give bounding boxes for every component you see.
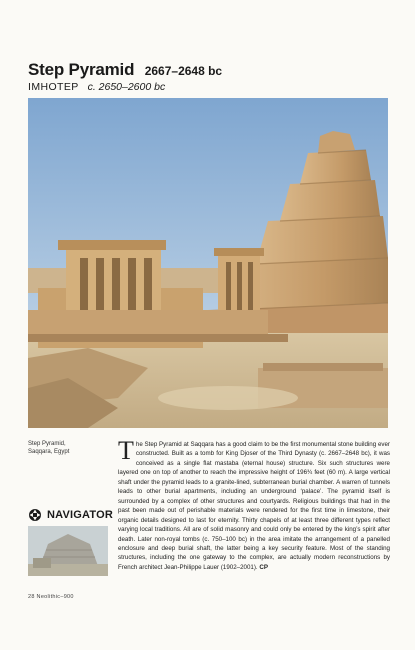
navigator-heading[interactable] [28, 508, 113, 522]
body-paragraph: he Step Pyramid at Saqqara has a good claim to be the first monumental stone building ever constructed. Built as a tomb for King Djoser of the Third Dynasty (c. 2667–2648 bc), it was conceived as a single flat mastaba (eternal house) structure. Six such structures were layered one on top of another to reach the impressive height of 196¾ feet (60 m). A large vertical shaft under the pyramid leads to a granite-lined, subterranean burial chamber. A warren of tunnels leads to other burial apartments, including an underground ‘palace’. The pyramid itself is surrounded by a complex of other structures and courtyards. Religious buildings that had in the past been made out of perishable materials were rendered for the first time in limestone, their organic details designed to last for eternity. Thirty chapels of at least three different types reflect varying local traditions. All are of solid masonry and could only be entered by the king’s spirit after death. Later non-royal tombs (c. 750–100 bc) in the area imitate the arrangement of a panelled enclosure and deep burial shaft, the latter being a key security feature. Most of the standing structures, including the one gateway to the complex, are actually modern reconstructions by French architect Jean-Philippe Lauer (1902–2001). [118, 441, 390, 571]
drop-cap: T [118, 436, 134, 465]
navigator-thumbnail[interactable] [28, 526, 108, 576]
step-pyramid-photo [28, 98, 388, 428]
artist-name: IMHOTEP [28, 81, 79, 93]
title-date: 2667–2648 bc [144, 64, 223, 78]
step-pyramid-illustration [28, 98, 388, 428]
navigator-thumbnail-image [28, 526, 108, 576]
photo-caption [28, 440, 98, 456]
author-initials: CP [259, 563, 268, 571]
caption-line-1: Step Pyramid, [28, 441, 66, 447]
caption-line-2: Saqqara, Egypt [28, 449, 70, 455]
page-footer: 28 Neolithic–900 [28, 594, 74, 600]
artist-date: c. 2650–2600 bc [87, 81, 166, 93]
page-title: Step Pyramid [28, 60, 135, 79]
navigator-label: NAVIGATOR [47, 509, 113, 521]
title-row [28, 60, 222, 80]
subtitle-row [28, 81, 165, 93]
article-body [118, 436, 390, 572]
navigator-crosshair-icon [28, 508, 42, 522]
